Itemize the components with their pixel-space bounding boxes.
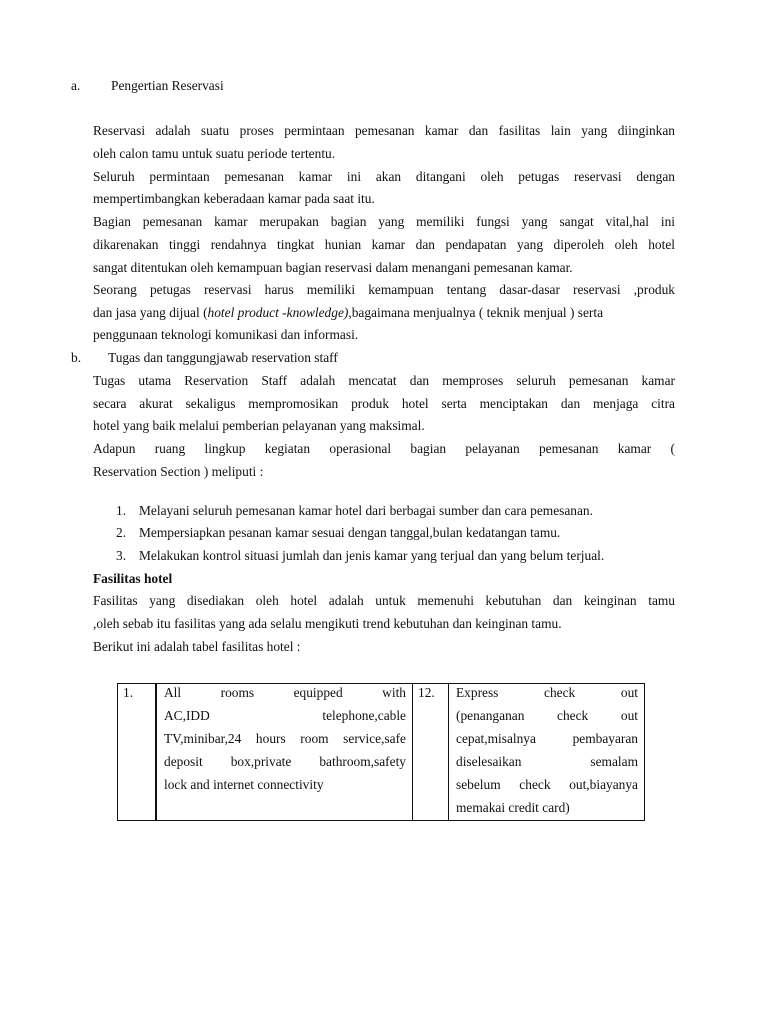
paragraph-line: Reservasi adalah suatu proses permintaan pemesanan kamar dan fasilitas lain yang diinginkan bbox=[93, 123, 675, 138]
list-item: Melayani seluruh pemesanan kamar hotel dari berbagai sumber dan cara pemesanan. bbox=[139, 503, 593, 518]
cell-line: deposit box,private bathroom,safety bbox=[164, 754, 406, 769]
facilities-table bbox=[117, 683, 645, 821]
cell-line: lock and internet connectivity bbox=[164, 777, 324, 792]
table-cell-description bbox=[156, 684, 413, 821]
paragraph-line: Seluruh permintaan pemesanan kamar ini akan ditangani oleh petugas reservasi dengan bbox=[93, 169, 675, 184]
paragraph-line: Adapun ruang lingkup kegiatan operasional bagian pelayanan pemesanan kamar ( bbox=[93, 441, 675, 456]
cell-number-text: 1. bbox=[123, 685, 134, 700]
cell-line: memakai credit card) bbox=[456, 800, 570, 815]
paragraph-line: penggunaan teknologi komunikasi dan informasi. bbox=[93, 327, 359, 342]
paragraph-line: Bagian pemesanan kamar merupakan bagian yang memiliki fungsi yang sangat vital,hal ini bbox=[93, 214, 675, 229]
paragraph-line: Fasilitas yang disediakan oleh hotel adalah untuk memenuhi kebutuhan dan keinginan tamu bbox=[93, 593, 675, 608]
table-cell-description bbox=[449, 684, 645, 821]
list-item: Mempersiapkan pesanan kamar sesuai dengan tanggal,bulan kedatangan tamu. bbox=[139, 525, 561, 540]
section-a-marker: a. bbox=[71, 78, 81, 93]
subheading: Fasilitas hotel bbox=[93, 571, 173, 586]
table-cell-number bbox=[413, 684, 449, 821]
list-number: 3. bbox=[116, 548, 127, 563]
list-number: 1. bbox=[116, 503, 127, 518]
cell-number-text: 12. bbox=[418, 685, 435, 700]
cell-line: diselesaikan semalam bbox=[456, 754, 638, 769]
text-run: dan jasa yang dijual ( bbox=[93, 305, 208, 320]
section-b-heading: Tugas dan tanggungjawab reservation staff bbox=[108, 350, 338, 365]
list-number: 2. bbox=[116, 525, 127, 540]
cell-line: Express check out bbox=[456, 685, 638, 700]
paragraph-line: hotel yang baik melalui pemberian pelayanan yang maksimal. bbox=[93, 418, 425, 433]
table-row bbox=[118, 684, 645, 821]
cell-line: All rooms equipped with bbox=[164, 685, 406, 700]
section-b-marker: b. bbox=[71, 350, 82, 365]
paragraph-line: oleh calon tamu untuk suatu periode tertentu. bbox=[93, 146, 336, 161]
paragraph-line: Tugas utama Reservation Staff adalah mencatat dan memproses seluruh pemesanan kamar bbox=[93, 373, 675, 388]
paragraph-line: secara akurat sekaligus mempromosikan produk hotel serta menciptakan dan menjaga citra bbox=[93, 396, 675, 411]
paragraph-line: Reservation Section ) meliputi : bbox=[93, 464, 264, 479]
paragraph-line: sangat ditentukan oleh kemampuan bagian reservasi dalam menangani pemesanan kamar. bbox=[93, 260, 573, 275]
table-cell-number bbox=[118, 684, 157, 821]
cell-line: sebelum check out,biayanya bbox=[456, 777, 638, 792]
paragraph-line: mempertimbangkan keberadaan kamar pada saat itu. bbox=[93, 191, 375, 206]
cell-line: cepat,misalnya pembayaran bbox=[456, 731, 638, 746]
text-run: ,bagaimana menjualnya ( teknik menjual ) serta bbox=[348, 305, 604, 320]
paragraph-line: dikarenakan tinggi rendahnya tingkat hunian kamar dan pendapatan yang diperoleh oleh hotel bbox=[93, 237, 675, 252]
cell-line: (penanganan check out bbox=[456, 708, 638, 723]
italic-term: hotel product -knowledge) bbox=[207, 305, 349, 320]
cell-line: TV,minibar,24 hours room service,safe bbox=[164, 731, 406, 746]
paragraph-line: Seorang petugas reservasi harus memiliki kemampuan tentang dasar-dasar reservasi ,produk bbox=[93, 282, 675, 297]
paragraph-line bbox=[93, 305, 675, 321]
section-a-heading: Pengertian Reservasi bbox=[111, 78, 224, 93]
paragraph-line: Berikut ini adalah tabel fasilitas hotel : bbox=[93, 639, 301, 654]
paragraph-line: ,oleh sebab itu fasilitas yang ada selalu mengikuti trend kebutuhan dan keinginan tamu. bbox=[93, 616, 562, 631]
cell-line: AC,IDD telephone,cable bbox=[164, 708, 406, 723]
list-item: Melakukan kontrol situasi jumlah dan jenis kamar yang terjual dan yang belum terjual. bbox=[139, 548, 605, 563]
